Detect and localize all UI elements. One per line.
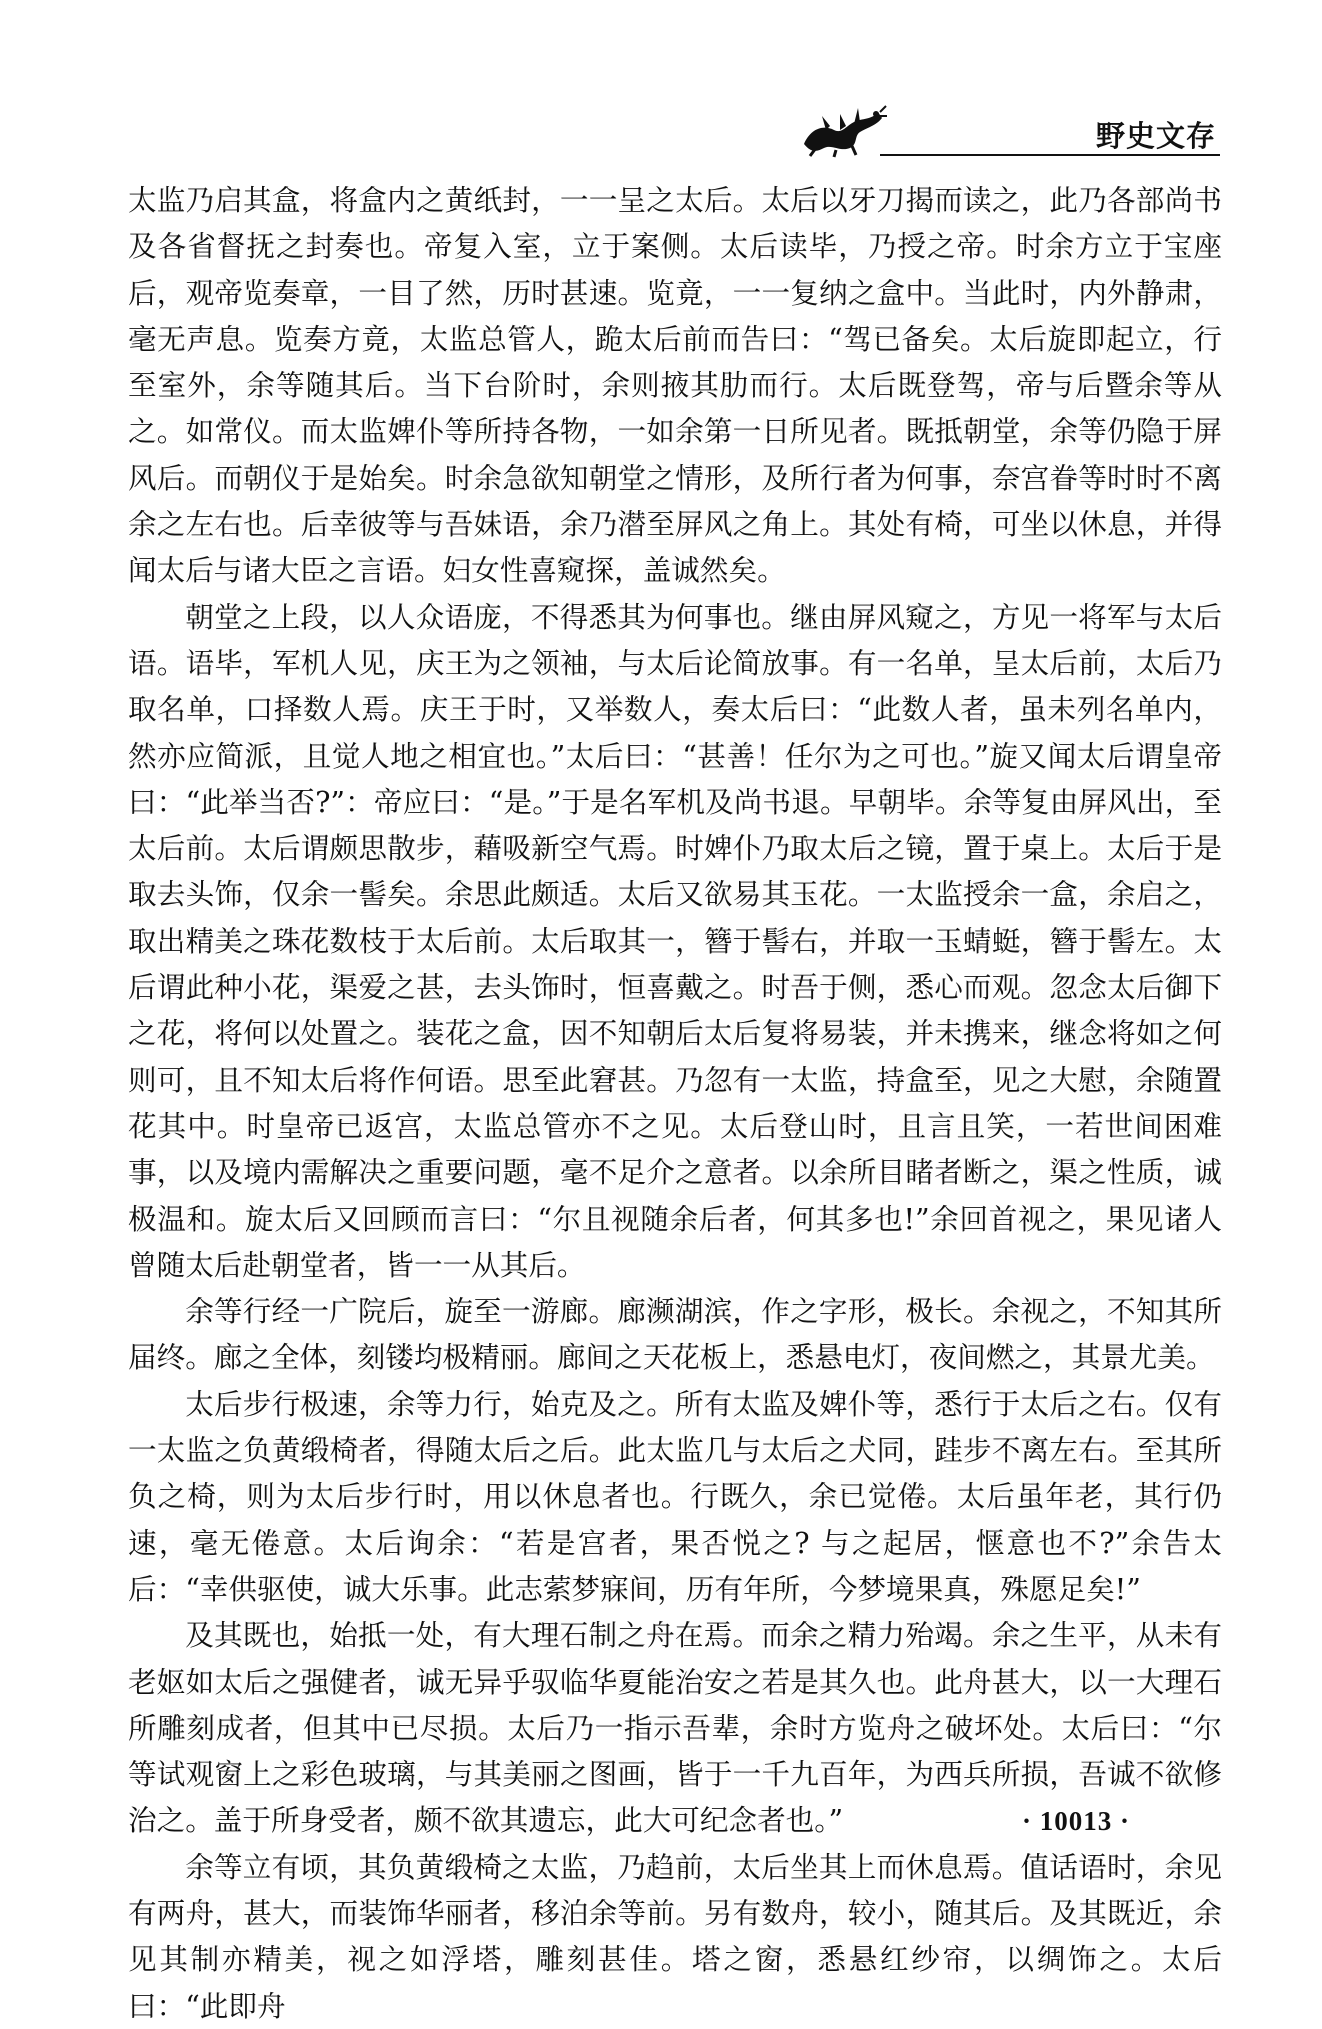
paragraph: 余等行经一广院后，旋至一游廊。廊濒湖滨，作之字形，极长。余视之，不知其所届终。廊之全体，刻镂均极精丽。廊间之天花板上，悉悬电灯，夜间燃之，其景尤美。 <box>128 1294 1222 1375</box>
paragraph: 余等立有顷，其负黄缎椅之太监，乃趋前，太后坐其上而休息焉。值话语时，余见有两舟，甚大，而装饰华丽者，移泊余等前。另有数舟，较小，随其后。及其既近，余见其制亦精美，视之如浮塔，雕刻甚佳。塔之窗，悉悬红纱帘，以绸饰之。太后曰：“此即舟 <box>128 1849 1222 2023</box>
page-number: · 10013 · <box>1022 1806 1131 1836</box>
header-title: 野史文存 <box>1095 119 1216 153</box>
body-text <box>128 177 1222 2029</box>
paragraph: 及其既也，始抵一处，有大理石制之舟在焉。而余之精力殆竭。余之生平，从未有老妪如太后之强健者，诚无异乎驭临华夏能治安之若是其久也。此舟甚大，以一大理石所雕刻成者，但其中已尽损。太后乃一指示吾辈，余时方览舟之破坏处。太后曰：“尔等试观窗上之彩色玻璃，与其美丽之图画，皆于一千九百年，为西兵所损，吾诚不欲修治之。盖于所身受者，颇不欲其遗忘，此大可纪念者也。” <box>128 1618 1222 1838</box>
page-header <box>790 92 1220 162</box>
dragon-icon <box>796 100 888 158</box>
paragraph: 朝堂之上段，以人众语庞，不得悉其为何事也。继由屏风窥之，方见一将军与太后语。语毕，军机人见，庆王为之领袖，与太后论简放事。有一名单，呈太后前，太后乃取名单，口择数人焉。庆王于时，又举数人，奏太后曰：“此数人者，虽未列名单内，然亦应简派，且觉人地之相宜也。”太后曰：“甚善！任尔为之可也。”旋又闻太后谓皇帝曰：“此举当否?”：帝应曰：“是。”于是名军机及尚书退。早朝毕。余等复由屏风出，至太后前。太后谓颇思散步，藉吸新空气焉。时婢仆乃取太后之镜，置于桌上。太后于是取去头饰，仅余一髻矣。余思此颇适。太后又欲易其玉花。一太监授余一盒，余启之，取出精美之珠花数枝于太后前。太后取其一，簪于髻右，并取一玉蜻蜓，簪于髻左。太后谓此种小花，渠爱之甚，去头饰时，恒喜戴之。时吾于侧，悉心而观。忽念太后御下之花，将何以处置之。装花之盒，因不知朝后太后复将易装，并未携来，继念将如之何则可，且不知太后将作何语。思至此窘甚。乃忽有一太监，持盒至，见之大慰，余随置花其中。时皇帝已返宫，太监总管亦不之见。太后登山时，且言且笑，一若世间困难事，以及境内需解决之重要问题，毫不足介之意者。以余所目睹者断之，渠之性质，诚极温和。旋太后又回顾而言曰：“尔且视随余后者，何其多也!”余回首视之，果见诸人曾随太后赴朝堂者，皆一一从其后。 <box>128 599 1222 1282</box>
header-rule <box>880 154 1220 156</box>
paragraph: 太监乃启其盒，将盒内之黄纸封，一一呈之太后。太后以牙刀揭而读之，此乃各部尚书及各省督抚之封奏也。帝复入室，立于案侧。太后读毕，乃授之帝。时余方立于宝座后，观帝览奏章，一目了然，历时甚速。览竟，一一复纳之盒中。当此时，内外静肃，毫无声息。览奏方竟，太监总管人，跪太后前而告曰：“驾已备矣。太后旋即起立，行至室外，余等随其后。当下台阶时，余则掖其肋而行。太后既登驾，帝与后暨余等从之。如常仪。而太监婢仆等所持各物，一如余第一日所见者。既抵朝堂，余等仍隐于屏风后。而朝仪于是始矣。时余急欲知朝堂之情形，及所行者为何事，奈宫眷等时时不离余之左右也。后幸彼等与吾妹语，余乃潜至屏风之角上。其处有椅，可坐以休息，并得闻太后与诸大臣之言语。妇女性喜窥探，盖诚然矣。 <box>128 183 1222 588</box>
paragraph: 太后步行极速，余等力行，始克及之。所有太监及婢仆等，悉行于太后之右。仅有一太监之负黄缎椅者，得随太后之后。此太监几与太后之犬同，跬步不离左右。至其所负之椅，则为太后步行时，用以休息者也。行既久，余已觉倦。太后虽年老，其行仍速，毫无倦意。太后询余：“若是宫者，果否悦之? 与之起居，惬意也不?”余告太后：“幸供驱使，诚大乐事。此志萦梦寐间，历有年所，今梦境果真，殊愿足矣!” <box>128 1386 1222 1606</box>
